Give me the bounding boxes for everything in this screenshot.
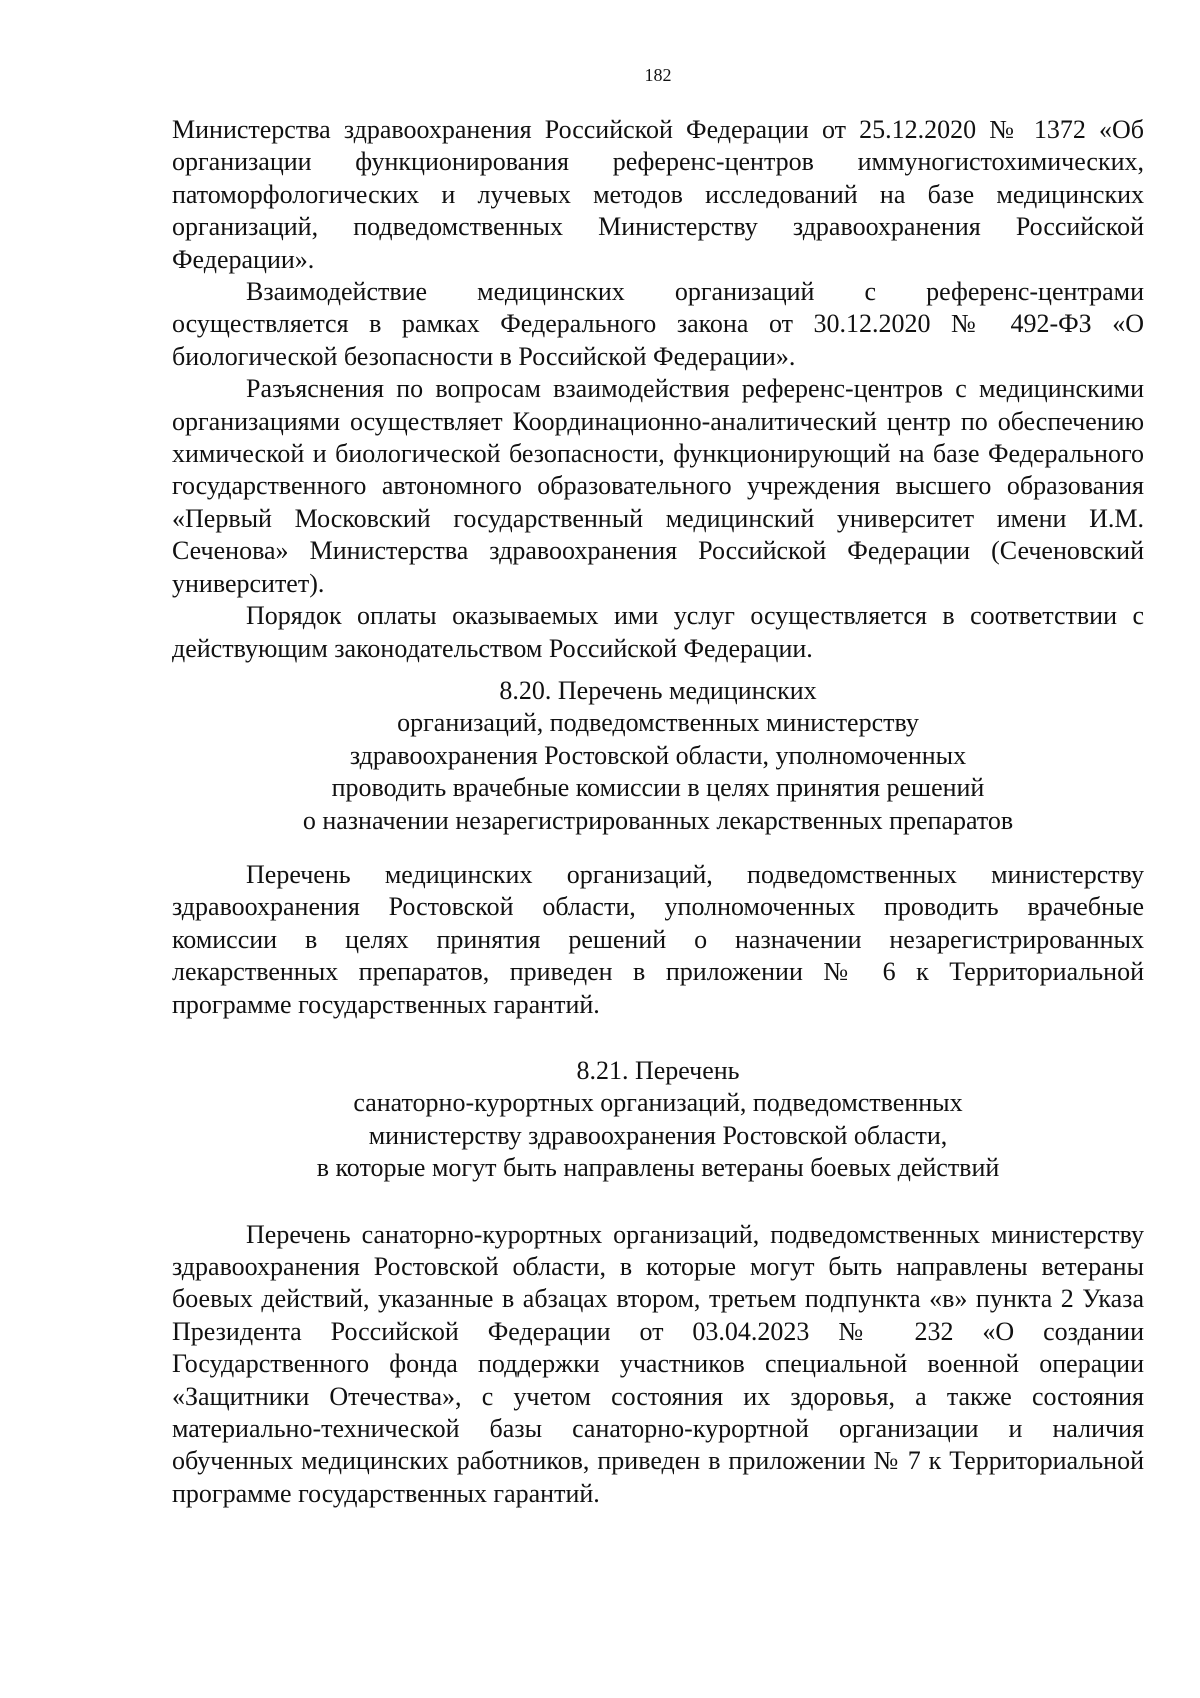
- heading-line: санаторно-курортных организаций, подведомственных: [353, 1088, 963, 1118]
- page-number: 182: [644, 65, 672, 85]
- spacer: [172, 665, 1144, 675]
- heading-line: 8.20. Перечень медицинских: [499, 675, 817, 705]
- heading-line: о назначении незарегистрированных лекарственных препаратов: [302, 805, 1014, 835]
- heading-line: министерству здравоохранения Ростовской области,: [368, 1120, 948, 1150]
- heading-line: здравоохранения Ростовской области, уполномоченных: [349, 740, 967, 770]
- paragraph-section-8-21: Перечень санаторно-курортных организаций, подведомственных министерству здравоохранения Ростовской области, в которые могут быть направлены ветераны боевых действий, указанные в абзацах втором, третьем подпункта «в» пункта 2 Указа Президента Российской Федерации от 03.04.2023 № 232 «О создании Государственного фонда поддержки участников специальной военной операции «Защитники Отечества», с учетом состояния их здоровья, а также состояния материально-технической базы санаторно-курортной организации и наличия обученных медицинских работников, приведен в приложении № 7 к Территориальной программе государственных гарантий.: [172, 1219, 1144, 1508]
- paragraph-payment-order: Порядок оплаты оказываемых ими услуг осуществляется в соответствии с действующим законодательством Российской Федерации.: [172, 601, 1144, 663]
- section-heading-8-20: [172, 675, 1144, 837]
- heading-line: организаций, подведомственных министерству: [397, 708, 919, 738]
- heading-line: 8.21. Перечень: [576, 1055, 740, 1085]
- heading-line: проводить врачебные комиссии в целях принятия решений: [331, 773, 985, 803]
- spacer: [172, 1185, 1144, 1219]
- spacer: [172, 837, 1144, 859]
- heading-line: в которые могут быть направлены ветераны боевых действий: [316, 1153, 1000, 1183]
- paragraph-clarifications: Разъяснения по вопросам взаимодействия референс-центров с медицинскими организациями осуществляет Координационно-аналитический центр по обеспечению химической и биологической безопасности, функционирующий на базе Федерального государственного автономного образовательного учреждения высшего образования «Первый Московский государственный медицинский университет имени И.М. Сеченова» Министерства здравоохранения Российской Федерации (Сеченовский университет).: [172, 374, 1144, 598]
- paragraph-reference-centers-interaction: Взаимодействие медицинских организаций с референс-центрами осуществляется в рамках Федерального закона от 30.12.2020 № 492-ФЗ «О биологической безопасности в Российской Федерации».: [172, 277, 1144, 371]
- spacer: [172, 1021, 1144, 1055]
- section-heading-8-21: [172, 1055, 1144, 1185]
- document-body: [172, 114, 1144, 1510]
- paragraph-continuation: Министерства здравоохранения Российской Федерации от 25.12.2020 № 1372 «Об организации функционирования референс-центров иммуногистохимических, патоморфологических и лучевых методов исследований на базе медицинских организаций, подведомственных Министерству здравоохранения Российской Федерации».: [172, 115, 1144, 274]
- paragraph-section-8-20: Перечень медицинских организаций, подведомственных министерству здравоохранения Ростовской области, уполномоченных проводить врачебные комиссии в целях принятия решений о назначении незарегистрированных лекарственных препаратов, приведен в приложении № 6 к Территориальной программе государственных гарантий.: [172, 859, 1144, 1019]
